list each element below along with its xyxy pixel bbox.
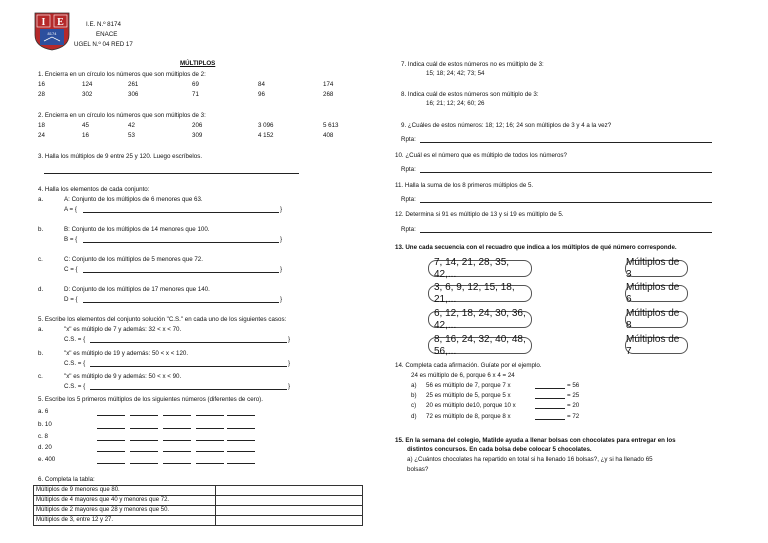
item-letter: d) xyxy=(411,413,417,420)
number-item[interactable]: 45 xyxy=(82,122,89,129)
q10-text: 10. ¿Cuál es el número que es múltiplo de todos los números? xyxy=(395,152,567,159)
multiple-box[interactable]: Múltiplos de 3 xyxy=(625,260,688,277)
cs-description: "x" es múltiplo de 9 y además: 50 < x < 90. xyxy=(64,373,182,380)
cs-close: } xyxy=(288,336,291,343)
q6-table xyxy=(33,485,363,526)
table-row xyxy=(34,516,363,526)
sequence-box[interactable]: 7, 14, 21, 28, 35, 42,... xyxy=(428,260,532,277)
answer-blank[interactable] xyxy=(163,428,191,429)
q15-line2: distintos concursos. En cada bolsa debe colocar 5 chocolates. xyxy=(407,446,592,453)
number-item[interactable]: 309 xyxy=(192,132,203,139)
set-label: D = { xyxy=(64,296,78,303)
table-cell: Múltiplos de 4 mayores que 40 y menores que 72. xyxy=(34,496,216,506)
number-item[interactable]: 18 xyxy=(38,122,45,129)
multiple-box[interactable]: Múltiplos de 8 xyxy=(625,311,688,328)
sequence-box[interactable]: 8, 16, 24, 32, 40, 48, 56,... xyxy=(428,337,532,354)
q5a-text: 5. Escribe los elementos del conjunto solución "C.S." en cada uno de los siguientes casos: xyxy=(38,316,287,323)
multiple-box[interactable]: Múltiplos de 6 xyxy=(625,285,688,302)
number-item[interactable]: 302 xyxy=(82,91,93,98)
q2-text: 2. Encierra en un círculo los números que son múltiplos de 3: xyxy=(38,112,206,119)
number-item[interactable]: 4 152 xyxy=(258,132,274,139)
number-item[interactable]: 124 xyxy=(82,81,93,88)
answer-blank[interactable] xyxy=(163,440,191,441)
answer-blank[interactable] xyxy=(130,463,158,464)
answer-blank[interactable] xyxy=(227,415,255,416)
answer-blank[interactable] xyxy=(227,451,255,452)
answer-blank[interactable] xyxy=(227,428,255,429)
number-item[interactable]: 306 xyxy=(128,91,139,98)
svg-text:E: E xyxy=(57,17,64,28)
sequence-box[interactable]: 3, 6, 9, 12, 15, 18, 21,... xyxy=(428,285,532,302)
number-item[interactable]: 174 xyxy=(323,81,334,88)
statement-result: = 25 xyxy=(567,392,580,399)
number-item[interactable]: 71 xyxy=(192,91,199,98)
school-name: I.E. N.º 8174 xyxy=(86,21,121,28)
set-answer-line[interactable] xyxy=(83,272,279,273)
multiple-label: b. 10 xyxy=(38,421,52,428)
q9-text: 9. ¿Cuáles de estos números: 18; 12; 16; 24 son múltiplos de 3 y 4 a la vez? xyxy=(401,122,612,129)
statement-result: = 72 xyxy=(567,413,580,420)
cs-close: } xyxy=(288,383,291,390)
table-row xyxy=(34,486,363,496)
answer-blank[interactable] xyxy=(97,428,125,429)
set-description: C: Conjunto de los múltiplos de 5 menores que 72. xyxy=(64,256,203,263)
answer-blank[interactable] xyxy=(97,451,125,452)
set-label: B = { xyxy=(64,236,78,243)
statement-result: = 20 xyxy=(567,402,580,409)
answer-blank[interactable] xyxy=(97,463,125,464)
statement-text: 72 es múltiplo de 8, porque 8 x xyxy=(426,413,511,420)
answer-cell[interactable] xyxy=(216,496,363,506)
q7-text: 7. Indica cuál de estos números no es múltiplo de 3: xyxy=(401,61,544,68)
q12-answer-line[interactable] xyxy=(420,232,712,233)
answer-blank[interactable] xyxy=(535,419,565,420)
q10-answer-line[interactable] xyxy=(420,172,712,173)
number-item[interactable]: 3 096 xyxy=(258,122,274,129)
number-item[interactable]: 206 xyxy=(192,122,203,129)
rpta-label: Rpta: xyxy=(401,226,416,233)
item-letter: a. xyxy=(38,196,44,203)
cs-close: } xyxy=(288,360,291,367)
q4-text: 4. Halla los elementos de cada conjunto: xyxy=(38,186,150,193)
multiple-label: c. 8 xyxy=(38,433,48,440)
q13-text: 13. Une cada secuencia con el recuadro que indica a los múltiplos de qué número corresponde. xyxy=(395,244,677,251)
rpta-label: Rpta: xyxy=(401,166,416,173)
statement-text: 20 es múltiplo de10, porque 10 x xyxy=(426,402,516,409)
answer-blank[interactable] xyxy=(163,463,191,464)
q6-text: 6. Completa la tabla: xyxy=(38,476,95,483)
q14-example: 24 es múltiplo de 6, porque 6 x 4 = 24 xyxy=(411,372,515,379)
q11-answer-line[interactable] xyxy=(420,202,712,203)
number-item[interactable]: 408 xyxy=(323,132,334,139)
number-item[interactable]: 16 xyxy=(38,81,45,88)
rpta-label: Rpta: xyxy=(401,196,416,203)
set-description: B: Conjunto de los múltiplos de 14 menores que 100. xyxy=(64,226,210,233)
cs-answer-line[interactable] xyxy=(90,389,287,390)
set-answer-line[interactable] xyxy=(83,242,279,243)
table-cell: Múltiplos de 9 menores que 80. xyxy=(34,486,216,496)
cs-description: "x" es múltiplo de 7 y además: 32 < x < 70. xyxy=(64,326,182,333)
item-letter: b. xyxy=(38,350,44,357)
sequence-box[interactable]: 6, 12, 18, 24, 30, 36, 42,... xyxy=(428,311,532,328)
answer-blank[interactable] xyxy=(227,463,255,464)
number-item[interactable]: 16 xyxy=(82,132,89,139)
answer-blank[interactable] xyxy=(196,428,224,429)
number-item[interactable]: 5 613 xyxy=(323,122,339,129)
item-letter: c) xyxy=(411,402,417,409)
rpta-label: Rpta: xyxy=(401,136,416,143)
multiple-label: a. 6 xyxy=(38,408,49,415)
number-item[interactable]: 96 xyxy=(258,91,265,98)
q9-answer-line[interactable] xyxy=(420,142,712,143)
number-item[interactable]: 28 xyxy=(38,91,45,98)
table-cell: Múltiplos de 3, entre 12 y 27. xyxy=(34,516,216,526)
q5b-text: 5. Escribe los 5 primeros múltiplos de los siguientes números (diferentes de cero). xyxy=(38,396,263,403)
q3-answer-line[interactable] xyxy=(44,173,299,174)
cs-label: C.S. = { xyxy=(64,360,86,367)
answer-blank[interactable] xyxy=(97,440,125,441)
answer-blank[interactable] xyxy=(535,398,565,399)
q8-nums: 16; 21; 12; 24; 60; 26 xyxy=(426,100,485,107)
multiple-label: d. 20 xyxy=(38,444,52,451)
set-description: D: Conjunto de los múltiplos de 17 menores que 140. xyxy=(64,286,210,293)
answer-blank[interactable] xyxy=(163,415,191,416)
q12-text: 12. Determina si 91 es múltiplo de 13 y si 19 es múltiplo de 5. xyxy=(395,211,564,218)
answer-blank[interactable] xyxy=(196,415,224,416)
item-letter: c. xyxy=(38,373,43,380)
ugel: UGEL N.º 04 RED 17 xyxy=(74,41,133,48)
cs-answer-line[interactable] xyxy=(90,342,287,343)
answer-blank[interactable] xyxy=(196,451,224,452)
page-title: MÚLTIPLOS xyxy=(180,60,216,67)
answer-blank[interactable] xyxy=(130,428,158,429)
table-row xyxy=(34,496,363,506)
answer-blank[interactable] xyxy=(130,451,158,452)
answer-blank[interactable] xyxy=(130,440,158,441)
item-letter: b) xyxy=(411,392,417,399)
multiple-box[interactable]: Múltiplos de 7 xyxy=(625,337,688,354)
answer-blank[interactable] xyxy=(97,415,125,416)
q15-line1: 15. En la semana del colegio, Matilde ayuda a llenar bolsas con chocolates para entregar en los xyxy=(395,437,676,444)
statement-text: 56 es múltiplo de 7, porque 7 x xyxy=(426,382,511,389)
set-label: A = { xyxy=(64,206,77,213)
answer-blank[interactable] xyxy=(196,440,224,441)
q1-text: 1. Encierra en un círculo los números que son múltiplos de 2: xyxy=(38,71,206,78)
answer-blank[interactable] xyxy=(130,415,158,416)
answer-blank[interactable] xyxy=(227,440,255,441)
set-close: } xyxy=(280,266,283,273)
answer-blank[interactable] xyxy=(535,408,565,409)
q11-text: 11. Halla la suma de los 8 primeros múltiplos de 5. xyxy=(395,182,534,189)
number-item[interactable]: 84 xyxy=(258,81,265,88)
number-item[interactable]: 69 xyxy=(192,81,199,88)
item-letter: a. xyxy=(38,326,44,333)
answer-blank[interactable] xyxy=(163,451,191,452)
svg-text:8174: 8174 xyxy=(47,31,57,36)
set-close: } xyxy=(280,236,283,243)
school-sub: ENACE xyxy=(96,31,118,38)
number-item[interactable]: 42 xyxy=(128,122,135,129)
set-answer-line[interactable] xyxy=(83,212,279,213)
number-item[interactable]: 268 xyxy=(323,91,334,98)
number-item[interactable]: 24 xyxy=(38,132,45,139)
q7-nums: 15; 18; 24; 42; 73; 54 xyxy=(426,70,485,77)
q15-line3: a) ¿Cuántos chocolates ha repartido en total si ha llenado 16 bolsas?, ¿y si ha llenado 65 xyxy=(407,456,653,463)
set-label: C = { xyxy=(64,266,78,273)
answer-cell[interactable] xyxy=(216,516,363,526)
answer-blank[interactable] xyxy=(535,388,565,389)
set-answer-line[interactable] xyxy=(83,302,279,303)
item-letter: b. xyxy=(38,226,44,233)
number-item[interactable]: 261 xyxy=(128,81,139,88)
svg-text:I: I xyxy=(41,17,46,28)
multiple-label: e. 400 xyxy=(38,456,56,463)
statement-text: 25 es múltiplo de 5, porque 5 x xyxy=(426,392,511,399)
cs-label: C.S. = { xyxy=(64,336,86,343)
q15-line4: bolsas? xyxy=(407,466,429,473)
item-letter: d. xyxy=(38,286,44,293)
item-letter: a) xyxy=(411,382,417,389)
table-row xyxy=(34,506,363,516)
statement-result: = 56 xyxy=(567,382,580,389)
cs-answer-line[interactable] xyxy=(90,366,287,367)
item-letter: c. xyxy=(38,256,43,263)
set-close: } xyxy=(280,296,283,303)
set-close: } xyxy=(280,206,283,213)
answer-blank[interactable] xyxy=(196,463,224,464)
school-logo xyxy=(33,11,71,51)
cs-description: "x" es múltiplo de 19 y además: 50 < x < 120. xyxy=(64,350,189,357)
table-cell: Múltiplos de 2 mayores que 28 y menores que 50. xyxy=(34,506,216,516)
set-description: A: Conjunto de los múltiplos de 6 menores que 63. xyxy=(64,196,203,203)
answer-cell[interactable] xyxy=(216,506,363,516)
answer-cell[interactable] xyxy=(216,486,363,496)
q3-text: 3. Halla los múltiplos de 9 entre 25 y 120. Luego escríbelos. xyxy=(38,153,203,160)
q14-text: 14. Completa cada afirmación. Guíate por el ejemplo. xyxy=(395,362,542,369)
number-item[interactable]: 53 xyxy=(128,132,135,139)
q8-text: 8. Indica cuál de estos números son múltiplo de 3: xyxy=(401,91,539,98)
cs-label: C.S. = { xyxy=(64,383,86,390)
